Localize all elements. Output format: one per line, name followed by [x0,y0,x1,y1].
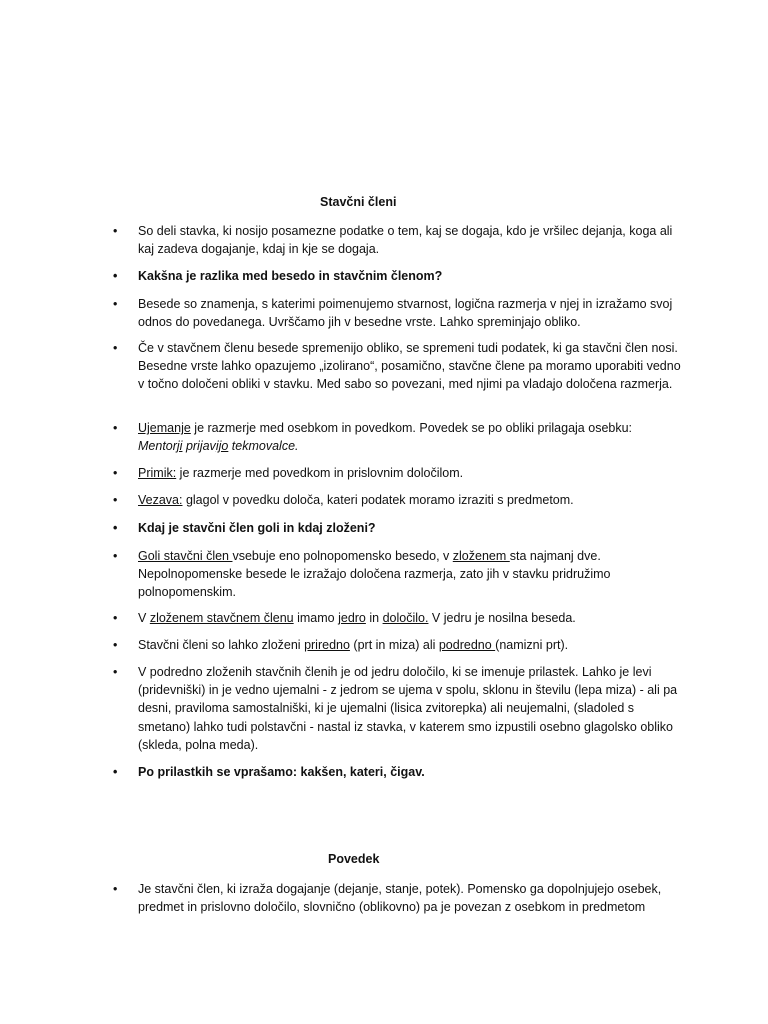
section-title-povedek: Povedek [328,852,380,866]
term-primik: Primik: [138,466,177,480]
document-page: Stavčni členi • So deli stavka, ki nosijo posamezne podatke o tem, kaj se dogaja, kdo je vršilec dejanja, koga ali kaj zadeva dogajanje, kdaj in kje se dogaja. • Kakšna je razlika med besedo in stavčnim členom? • Besede so znamenja, s katerimi poimenujemo stvarnost, logična razmerja v njej in izražamo svoj odnos do povedanega. Uvrščamo jih v besedne vrste. Lahko spreminjajo obliko. • Če v stavčnem členu besede spremenijo obliko, se spremeni tudi podatek, ki ga stavčni člen nosi. Besedne vrste lahko opazujemo „izolirano“, posamično, stavčne člene pa moramo uporabiti vedno v točno določeni obliki v stavku. Med sabo so povezani, med njimi pa vladajo določena razmerja. • Ujemanje je razmerje med osebkom in povedkom. Povedek se po obliki prilagaja osebku: Mentorji prijavijo tekmovalce. • Primik: je razmerje med povedkom in prislovnim določilom. • Vezava: glagol v povedku določa, kateri podatek moramo izraziti s predmetom. • Kdaj je stavčni člen goli in kdaj zloženi? • Goli stavčni člen vsebuje eno polnopomensko besedo, v zloženem sta najmanj dve. Nepolnopomenske besede le izražajo določena razmerja, zato jih v stavku pridružimo polnopomenskim. • V zloženem stavčnem členu imamo jedro in določilo. V jedru je nosilna beseda. • Stavčni členi so lahko zloženi priredno (prt in miza) ali podredno (namizni prt). • V podredno zloženih stavčnih členih je od jedru določilo, ki se imenuje prilastek. Lahko je levi (pridevniški) in je vedno ujemalni - z jedrom se ujema v spolu, sklonu in številu (lepa miza) - ali pa desni, praviloma samostalniški, ki je ujemalni (lisica zvitorepka) ali neujemalni, (sladoled s smetano) lahko tudi polstavčni - nastal iz stavka, v katerem smo izpustili osebno glagolsko obliko (skleda, polna meda). • Po prilastkih se vprašamo: kakšen, kateri, čigav. Povedek • Je stavčni člen, ki izraža dogajanje (dejanje, stanje, potek). Pomensko ga dopolnjujejo osebek, predmet in prislovno določilo, slovnično (oblikovno) pa je povezan z osebkom in predmetom [113,195,681,915]
bullet-icon: • [113,421,118,435]
bullet-icon: • [113,638,118,652]
term-ujemanje: Ujemanje [138,421,191,435]
bullet-icon: • [113,882,118,896]
bullet-icon: • [113,521,118,535]
bullet-icon: • [113,611,118,625]
bullet-icon: • [113,665,118,679]
term-vezava: Vezava: [138,493,183,507]
example-sentence: Mentorji prijavijo tekmovalce. [138,439,299,454]
bullet-icon: • [113,466,118,480]
bullet-icon: • [113,224,118,238]
bullet-icon: • [113,765,118,779]
bullet-icon: • [113,549,118,563]
bullet-icon: • [113,269,118,283]
bullet-icon: • [113,297,118,311]
section-title-stavcni-cleni: Stavčni členi [320,195,397,209]
bullet-icon: • [113,493,118,507]
bullet-icon: • [113,341,118,355]
